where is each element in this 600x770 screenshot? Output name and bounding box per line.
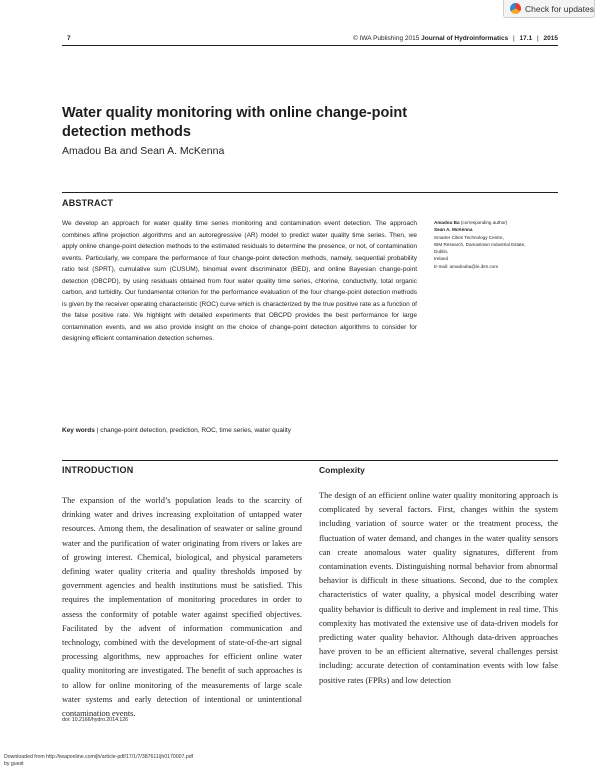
page-number: 7 [67,35,71,42]
download-line: by guest [4,760,24,767]
introduction-left-column: The expansion of the world’s population leads to the scarcity of drinking water and drives increasing exploitation of untapped water resources. Among them, the desalination of seawater or saline ground water and the purification of water originating from rivers or lakes are of growing interest. Chemical, biological, and physical parameters defining water quality criteria and quality thresholds imposed by government agencies and health institutions must be satisfied. This requires the implementation of monitoring procedures in order to assess the conformity of potable water against specified objectives. Facilitated by the advent of information communication and technology, combined with the development of state-of-the-art signal processing algorithms, new approaches for efficient online water quality monitoring are investigated. The benefit of such approaches is to allow for online monitoring of the measurements of large scale water systems and early detection of intentional or unintentional contamination events. [62,496,302,719]
introduction-right-column: The design of an efficient online water quality monitoring approach is complicated by several factors. First, changes within the system including variation of source water or the treatment process, the fluctuation of water demand, and changes in the water quality sensors can create anomalous water quality signatures, different from contamination events. Distinguishing normal behavior from abnormal behavior is difficult in these situations. Second, due to the complex characteristics of water quality, a physical model describing water quality behavior is difficult to derive and implement in real time. This complexity has motivated the extensive use of data-driven models for predicting water quality behavior. Although data-driven approaches have proven to be an efficient alternative, several challenges persist including: accurate detection of contamination events with low false positive rates (FPRs) and low detection [319,491,558,685]
article-authors: Amadou Ba and Sean A. McKenna [62,145,225,157]
abstract-heading: ABSTRACT [62,198,114,208]
publisher-credit: © IWA Publishing 2015 [353,35,420,42]
keywords [62,427,417,434]
keywords-separator: | [96,427,101,434]
author-email: E-mail: amadouba@ie.ibm.com [434,263,499,269]
abstract-divider [62,192,558,193]
introduction-divider [62,460,558,461]
download-line: Downloaded from http://iwaponline.com/jh/article-pdf/17/1/7/387611/jh0170007.pdf [4,754,194,760]
keywords-list: change-point detection, prediction, ROC, time series, water quality [100,427,291,434]
journal-year: 2015 [543,35,558,42]
check-for-updates-label: Check for updates [525,3,594,14]
keywords-label: Key words [62,427,95,434]
header-separator: | [537,35,539,42]
affiliation-author-1 [434,219,564,226]
doi[interactable]: doi: 10.2166/hydro.2014.126 [62,717,129,723]
check-for-updates-button[interactable] [503,0,595,18]
journal-name: Journal of Hydroinformatics [421,35,509,42]
header-separator: | [513,35,515,42]
running-header [353,35,558,42]
author-affiliation [434,219,564,270]
header-divider [62,45,558,46]
complexity-heading: Complexity [319,465,365,475]
abstract-text: We develop an approach for water quality time series monitoring and contamination event detection. The approach combines affine projection algorithms and an autoregressive (AR) model to predict water quality time series. Then, we apply online change-point detection methods to the estimated residuals to determine the presence, or not, of contamination events. Particularly, we compare the performance of four change-point detection methods, namely, sequential probability ratio test (SPRT), cumulative sum (CUSUM), binomial event discriminator (BED), and online Bayesian change-point detection (OBCPD), by using residuals obtained from four water quality time series, chlorine, conductivity, total organic carbon, and turbidity. Our fundamental criterion for the performance evaluation of the four change-point detection methods is given by the receiver operating characteristic (ROC) curve which is characterized by the true positive rate as a function of the false positive rate. We highlight with detailed experiments that OBCPD provides the best performance for large contamination events, and we also provide insight on the choice of change-point detection algorithms to consider for designing efficient contamination detection schemes. [62,220,417,342]
author-1-name: Amadou Ba [434,220,460,225]
crossmark-icon [510,3,521,14]
corresponding-author-note: (corresponding author) [460,220,508,225]
introduction-heading: INTRODUCTION [62,465,134,475]
article-title: Water quality monitoring with online change-point detection methods [62,105,408,140]
affiliation-line: IBM Research, Damastown Industrial Estate, [434,241,526,247]
affiliation-line: Ireland [434,256,449,262]
download-note [4,754,193,767]
affiliation-line: Smarter Cities Technology Centre, [434,234,504,240]
volume-issue: 17.1 [519,35,533,42]
author-2-name: Sean A. McKenna [434,227,473,233]
affiliation-line: Dublin, [434,249,449,255]
